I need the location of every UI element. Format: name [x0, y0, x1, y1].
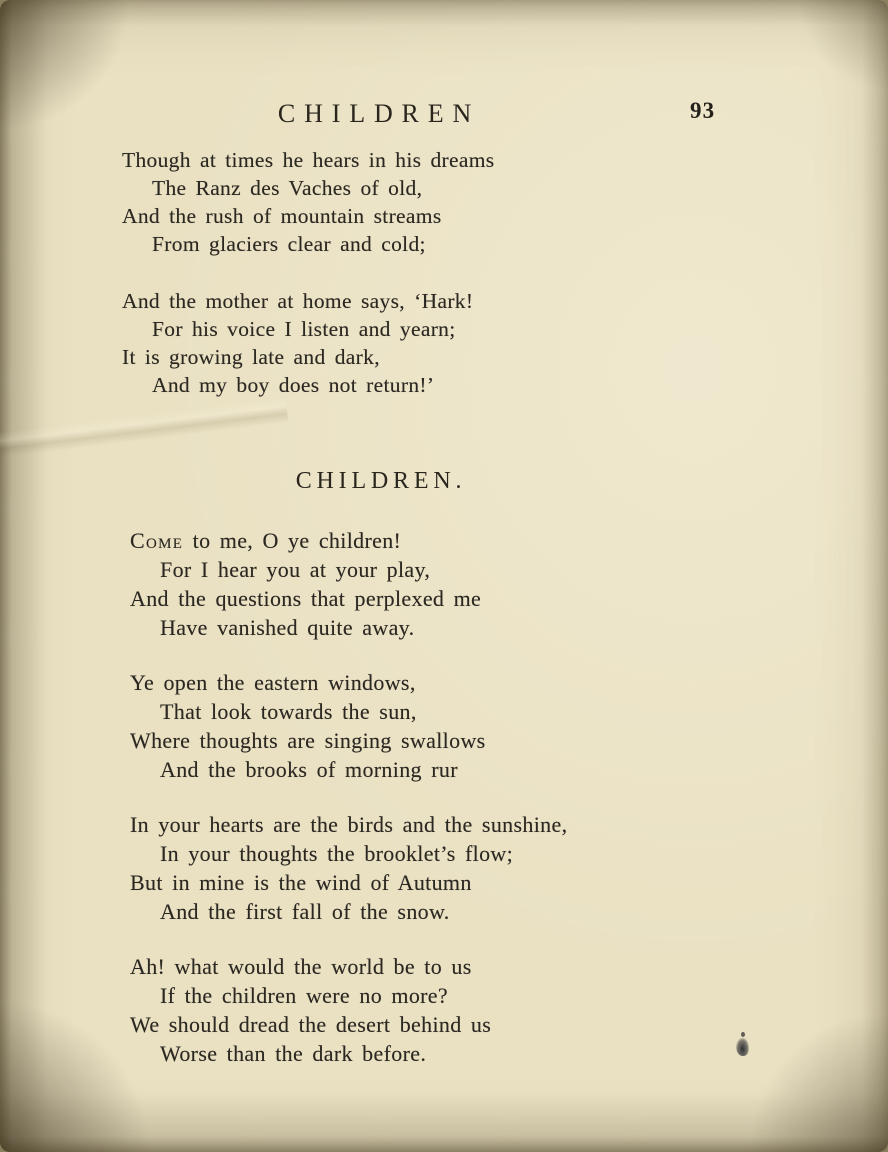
- poem-line: And the first fall of the snow.: [160, 899, 450, 924]
- poem-line: It is growing late and dark,: [122, 345, 380, 369]
- poem-line: For I hear you at your play,: [160, 557, 431, 582]
- previous-poem-continuation: [122, 146, 495, 428]
- poem-line: But in mine is the wind of Autumn: [130, 870, 472, 895]
- poem-line: And the questions that perplexed me: [130, 586, 482, 611]
- poem-line: And the brooks of morning rur: [160, 757, 458, 782]
- running-header-title: CHILDREN: [277, 99, 481, 128]
- stanza: [130, 952, 567, 1068]
- page-number: 93: [690, 98, 716, 123]
- poem-line: In your thoughts the brooklet’s flow;: [160, 841, 514, 866]
- lead-word: Come: [130, 528, 184, 553]
- poem-line: And the mother at home says, ‘Hark!: [122, 289, 474, 313]
- poem-line: For his voice I listen and yearn;: [152, 317, 456, 341]
- poem-line: In your hearts are the birds and the sunshine,: [130, 812, 568, 837]
- poem-line: From glaciers clear and cold;: [152, 232, 426, 256]
- poem-line: That look towards the sun,: [160, 699, 417, 724]
- poem-line: If the children were no more?: [160, 983, 448, 1008]
- poem-children: [130, 526, 567, 1094]
- poem-line: Where thoughts are singing swallows: [130, 728, 486, 753]
- poem-line: The Ranz des Vaches of old,: [152, 176, 423, 200]
- stanza: [130, 810, 567, 926]
- poem-line: Ah! what would the world be to us: [130, 954, 472, 979]
- stanza: [130, 668, 567, 784]
- lead-rest: to me, O ye children!: [183, 528, 402, 553]
- stanza: [122, 146, 495, 258]
- ink-smudge: [736, 1038, 749, 1056]
- poem-line: And the rush of mountain streams: [122, 204, 442, 228]
- stanza: [122, 287, 495, 399]
- poem-line: Ye open the eastern windows,: [130, 670, 416, 695]
- poem-line: [130, 526, 567, 555]
- poem-title: CHILDREN.: [295, 468, 467, 494]
- poem-line: Though at times he hears in his dreams: [122, 148, 495, 172]
- poem-line: And my boy does not return!’: [152, 373, 435, 397]
- poem-line: We should dread the desert behind us: [130, 1012, 492, 1037]
- poem-line: Worse than the dark before.: [160, 1041, 427, 1066]
- stanza: [130, 526, 567, 642]
- poem-line: Have vanished quite away.: [160, 615, 415, 640]
